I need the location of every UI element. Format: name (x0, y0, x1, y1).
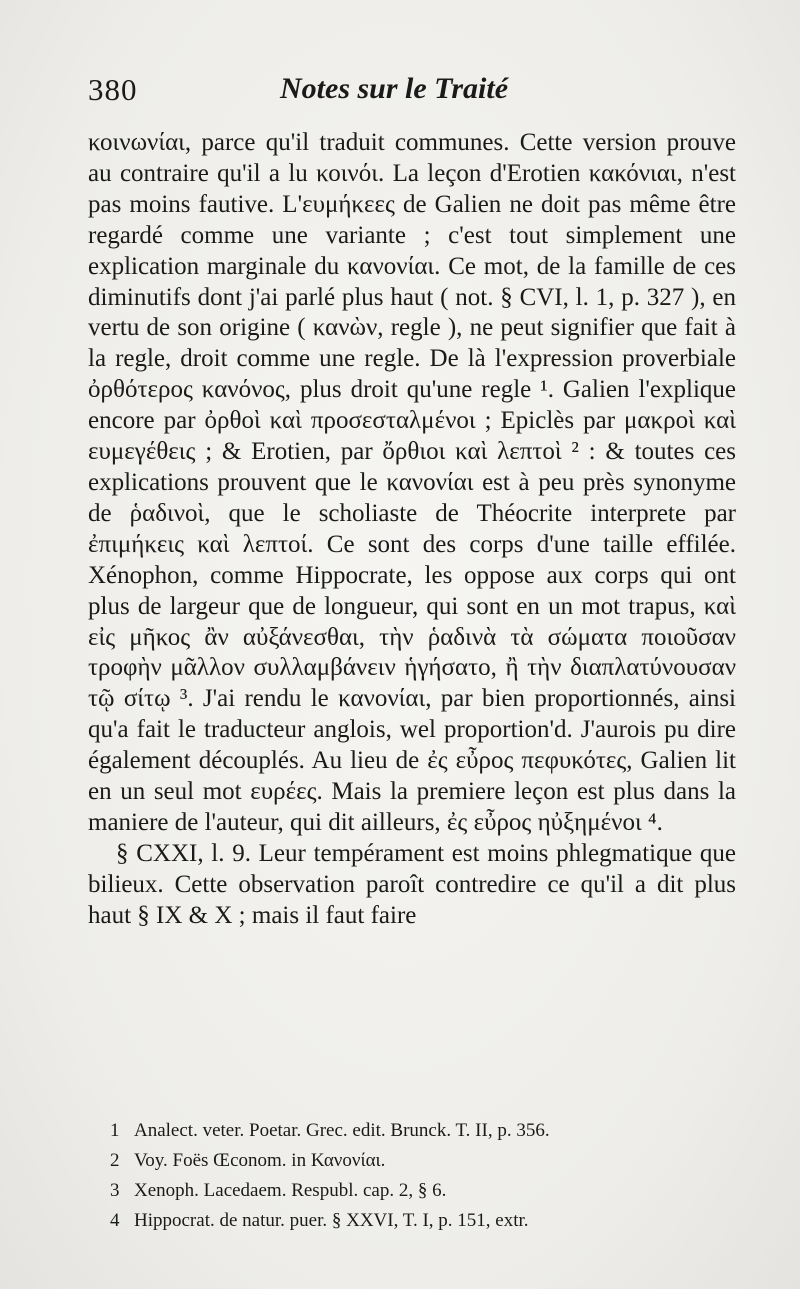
footnotes (110, 1116, 730, 1236)
main-text (88, 128, 736, 932)
footnote-text: Voy. Foës Œconom. in Κανονίαι. (134, 1150, 386, 1171)
paragraph: § CXXI, l. 9. Leur tempérament est moins phlegmatique que bilieux. Cette observation paroît contredire ce qu'il a dit plus haut § IX & X ; mais il faut faire (88, 839, 736, 929)
footnote (110, 1176, 730, 1206)
footnote-text: Xenoph. Lacedaem. Respubl. cap. 2, § 6. (134, 1180, 447, 1201)
footnote-mark: 1 (110, 1120, 120, 1141)
footnote (110, 1116, 730, 1146)
footnote-text: Analect. veter. Poetar. Grec. edit. Brunck. T. II, p. 356. (134, 1120, 550, 1141)
footnote-text: Hippocrat. de natur. puer. § XXVI, T. I, p. 151, extr. (134, 1210, 529, 1231)
page-header (88, 72, 728, 116)
footnote-mark: 3 (110, 1180, 120, 1201)
footnote-mark: 2 (110, 1150, 120, 1171)
paragraph: κοινωνίαι, parce qu'il traduit communes. Cette version prouve au contraire qu'il a lu κοινόι. La leçon d'Erotien κακόνιαι, n'est pas moins fautive. L'ευμήκεες de Galien ne doit pas même être regardé comme une variante ; c'est tout simplement une explication marginale du κανονίαι. Ce mot, de la famille de ces diminutifs dont j'ai parlé plus haut ( not. § CVI, l. 1, p. 327 ), en vertu de son origine ( κανὼν, regle ), ne peut signifier que fait à la regle, droit comme une regle. De là l'expression proverbiale ὀρθότερος κανόνος, plus droit qu'une regle ¹. Galien l'explique encore par ὀρθοὶ καὶ προσεσταλμένοι ; Epiclès par μακροὶ καὶ ευμεγέθεις ; & Erotien, par ὄρθιοι καὶ λεπτοὶ ² : & toutes ces explications prouvent que le κανονίαι est à peu près synonyme de ῥαδινοὶ, que le scholiaste de Théocrite interprete par ἐπιμήκεις καὶ λεπτοί. Ce sont des corps d'une taille effilée. Xénophon, comme Hippocrate, les oppose aux corps qui ont plus de largeur que de longueur, qui sont en un mot trapus, καὶ εἰς μῆκος ἂν αὐξάνεσθαι, τὴν ῥαδινὰ τὰ σώματα ποιοῦσαν τροφὴν μᾶλλον συλλαμβάνειν ἡγήσατο, ἢ τὴν διαπλατύνουσαν τῷ σίτῳ ³. J'ai rendu le κανονίαι, par bien proportionnés, ainsi qu'a fait le traducteur anglois, wel proportion'd. J'aurois pu dire également découplés. Au lieu de ἐς εὖρος πεφυκότες, Galien lit en un seul mot ευρέες. Mais la premiere leçon est plus dans la maniere de l'auteur, qui dit ailleurs, ἐς εὖρος ηὐξημένοι ⁴. (88, 129, 736, 836)
running-title: Notes sur le Traité (280, 72, 509, 105)
footnote (110, 1146, 730, 1176)
footnote (110, 1206, 730, 1236)
footnote-mark: 4 (110, 1210, 120, 1231)
page-number: 380 (88, 72, 138, 107)
